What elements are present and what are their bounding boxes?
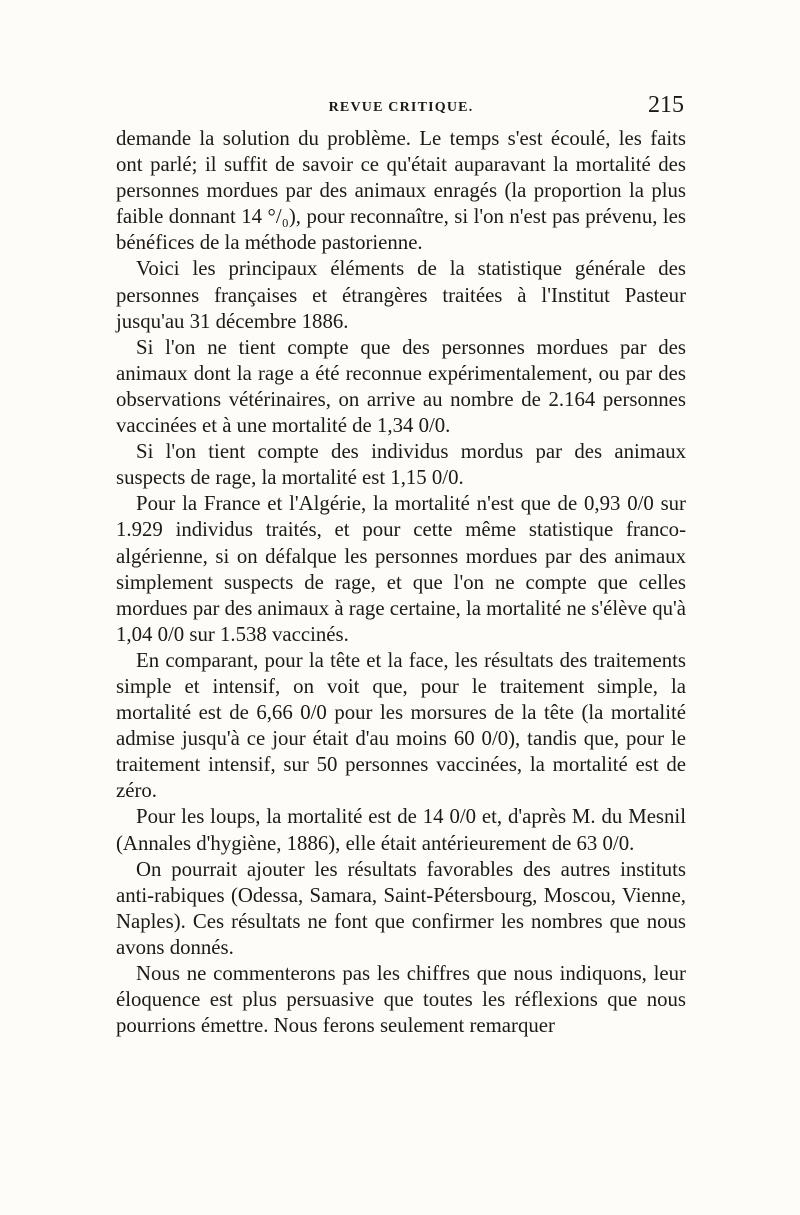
paragraph-suspect-rage: Si l'on tient compte des individus mordus par des animaux suspects de rage, la mortalité est 1,15 0/0. (116, 440, 686, 490)
running-title: REVUE CRITIQUE. (328, 100, 474, 115)
paragraph-confirmed-rage: Si l'on ne tient compte que des personnes mordues par des animaux dont la rage a été reconnue expérimentalement, ou par des observations vétérinaires, on arrive au nombre de 2.164 personnes vaccinées et à une mortalité de 1,34 0/0. (116, 335, 686, 438)
paragraph-head-face: En comparant, pour la tête et la face, les résultats des traitements simple et intensif, on voit que, pour le traitement simple, la mortalité est de 6,66 0/0 pour les morsures de la tête (la mortalité admise jusqu'à ce jour était d'au moins 60 0/0), tandis que, pour le traitement intensif, sur 50 personnes vaccinées, la mortalité est de zéro. (116, 648, 686, 803)
paragraph-closing: Nous ne commenterons pas les chiffres que nous indiquons, leur éloquence est plus persuasive que toutes les réflexions que nous pourrions émettre. Nous ferons seulement remarquer (116, 962, 686, 1038)
running-header (116, 92, 686, 126)
paragraph-wolves: Pour les loups, la mortalité est de 14 0/0 et, d'après M. du Mesnil (Annales d'hygiène, 1886), elle était antérieurement de 63 0/0. (116, 805, 686, 855)
paragraph-statistics-intro: Voici les principaux éléments de la statistique générale des personnes françaises et étrangères traitées à l'Institut Pasteur jusqu'au 31 décembre 1886. (116, 257, 686, 333)
book-page (116, 92, 686, 1039)
page-number: 215 (648, 92, 684, 118)
paragraph-other-institutes: On pourrait ajouter les résultats favorables des autres instituts anti-rabiques (Odessa, Samara, Saint-Pétersbourg, Moscou, Vienne, Naples). Ces résultats ne font que confirmer les nombres que nous avons donnés. (116, 857, 686, 959)
paragraph-france-algeria: Pour la France et l'Algérie, la mortalité n'est que de 0,93 0/0 sur 1.929 individus traités, et pour cette même statistique franco-algérienne, si on défalque les personnes mordues par des animaux simplement suspects de rage, et que l'on ne compte que celles mordues par des animaux à rage certaine, la mortalité ne s'élève qu'à 1,04 0/0 sur 1.538 vaccinés. (116, 492, 686, 646)
paragraph-continuation: demande la solution du problème. Le temps s'est écoulé, les faits ont parlé; il suffit de savoir ce qu'était auparavant la mortalité des personnes mordues par des animaux enragés (la proportion la plus faible donnant 14 °/₀), pour reconnaître, si l'on n'est pas prévenu, les bénéfices de la méthode pastorienne. (116, 127, 686, 255)
body-text (116, 126, 686, 1039)
